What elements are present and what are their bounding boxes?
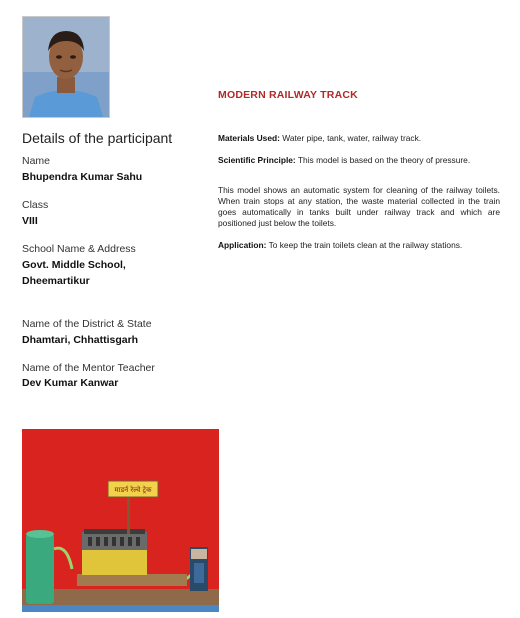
principle-paragraph: [218, 155, 500, 166]
materials-label: Materials Used:: [218, 133, 280, 143]
participant-details-heading: Details of the participant: [22, 130, 173, 146]
model-sign-text: माडर्न रेल्वे ट्रेक: [114, 486, 152, 494]
name-label: Name: [22, 155, 51, 167]
school-address: Dheemartikur: [22, 275, 90, 287]
description-paragraph: This model shows an automatic system for cleaning of the railway toilets. When train stops at any station, the waste material collected in the train goes automatically in tanks built under railway track and which are positioned just below the toilets.: [218, 185, 500, 228]
application-label: Application:: [218, 240, 267, 250]
materials-paragraph: [218, 133, 500, 144]
school-name: Govt. Middle School,: [22, 259, 126, 271]
application-text: To keep the train toilets clean at the railway stations.: [268, 240, 463, 250]
school-label: School Name & Address: [22, 243, 136, 255]
project-title: MODERN RAILWAY TRACK: [218, 89, 358, 101]
model-photo: [22, 429, 219, 612]
district-state: Dhamtari, Chhattisgarh: [22, 334, 139, 346]
mentor-label: Name of the Mentor Teacher: [22, 362, 155, 374]
participant-photo: [22, 16, 110, 118]
mentor-name: Dev Kumar Kanwar: [22, 377, 119, 389]
application-paragraph: [218, 240, 500, 251]
class-label: Class: [22, 199, 49, 211]
materials-text: Water pipe, tank, water, railway track.: [282, 133, 422, 143]
participant-class: VIII: [22, 215, 38, 227]
participant-name: Bhupendra Kumar Sahu: [22, 171, 143, 183]
principle-text: This model is based on the theory of pressure.: [297, 155, 471, 165]
principle-label: Scientific Principle:: [218, 155, 296, 165]
district-label: Name of the District & State: [22, 318, 152, 330]
